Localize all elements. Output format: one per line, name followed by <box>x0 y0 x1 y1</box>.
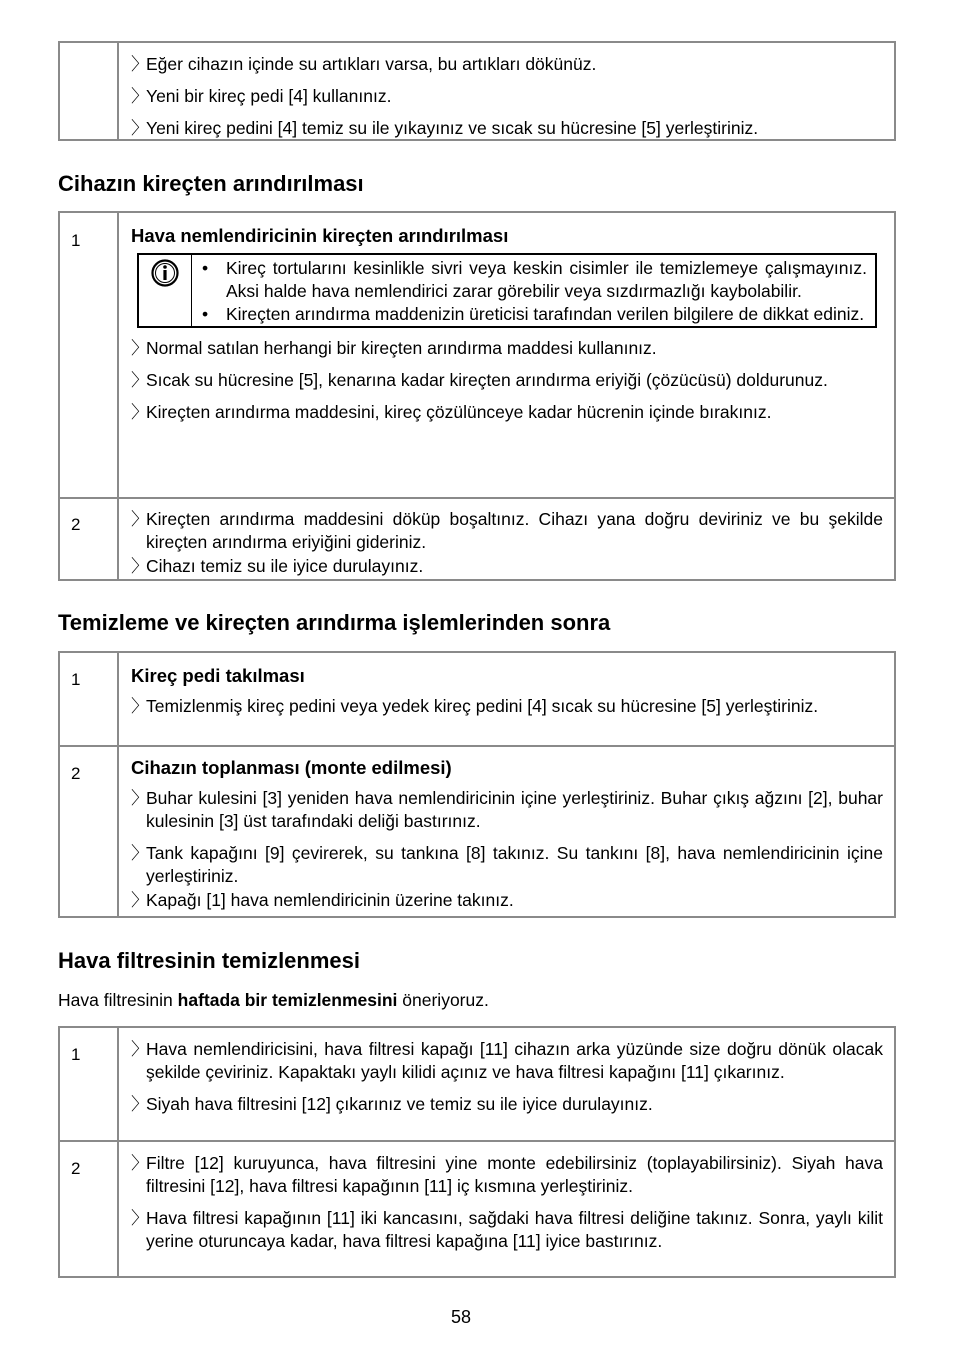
instruction-step: 〉 Cihazı temiz su ile iyice durulayınız. <box>131 556 424 576</box>
section-heading-air-filter: Hava filtresinin temizlenmesi <box>58 948 360 973</box>
step-content <box>119 499 894 579</box>
after-cleaning-table <box>58 651 896 918</box>
table-row <box>60 43 894 139</box>
step-number: 2 <box>60 499 119 579</box>
instruction-step: 〉 Kireçten arındırma maddesini döküp boşaltınız. Cihazı yana doğru deviriniz ve bu şekilde kireçten arındırma eriyiğini gideriniz. <box>131 509 883 552</box>
instruction-step: 〉 Tank kapağını [9] çevirerek, su tankına [8] takınız. Su tankını [8], hava nemlendiricinin içine yerleştiriniz. <box>131 843 883 886</box>
instruction-step: 〉 Yeni kireç pedini [4] temiz su ile yıkayınız ve sıcak su hücresine [5] yerleştiriniz. <box>131 118 759 138</box>
step-content <box>119 653 894 745</box>
instruction-step: 〉 Kireçten arındırma maddesini, kireç çözülünceye kadar hücrenin içinde bırakınız. <box>131 402 772 422</box>
descaling-table <box>58 211 896 581</box>
instruction-step: 〉 Eğer cihazın içinde su artıkları varsa, bu artıkları dökünüz. <box>131 54 597 74</box>
section-heading-descaling: Cihazın kireçten arındırılması <box>58 171 364 196</box>
instruction-step: 〉 Hava nemlendiricisini, hava filtresi kapağı [11] cihazın arka yüzünde size doğru dönük olacak şekilde çeviriniz. Kapaktakı yaylı kilidi açınız ve hava filtresi kapağını [11] çıkarınız. <box>131 1039 883 1082</box>
table-row <box>60 745 894 918</box>
step-content <box>119 1028 894 1140</box>
instruction-step: 〉 Filtre [12] kuruyunca, hava filtresini yine monte edebilirsiniz (toplayabilirsiniz). Siyah hava filtresini [12], hava filtresi kapağının [11] iç kısmına yerleştiriniz. <box>131 1153 883 1196</box>
instruction-step: 〉 Siyah hava filtresini [12] çıkarınız ve temiz su ile iyice durulayınız. <box>131 1094 653 1114</box>
step-number-cell <box>60 43 119 139</box>
step-number: 1 <box>60 1028 119 1140</box>
air-filter-table <box>58 1026 896 1278</box>
instruction-step: 〉 Hava filtresi kapağının [11] iki kancasını, sağdaki hava filtresi deliğine takınız. Sonra, yaylı kilit yerine oturuncaya kadar, hava filtresi kapağına [11] iyice bastırınız. <box>131 1208 883 1251</box>
step-number: 1 <box>60 213 119 497</box>
instruction-step: 〉 Yeni bir kireç pedi [4] kullanınız. <box>131 86 392 106</box>
step-subtitle: Hava nemlendiricinin kireçten arındırılması <box>131 225 509 246</box>
section-heading-after-cleaning: Temizleme ve kireçten arındırma işlemlerinden sonra <box>58 610 611 635</box>
instruction-step: 〉 Normal satılan herhangi bir kireçten arındırma maddesi kullanınız. <box>131 338 657 358</box>
table-row <box>60 653 894 745</box>
step-number: 2 <box>60 747 119 918</box>
note-item: • Kireç tortularını kesinlikle sivri veya keskin cisimler ile temizlemeye çalışmayınız. Aksi halde hava nemlendirici zarar görebilir veya sızdırmazlığı kaybolabilir. <box>202 258 867 301</box>
info-icon <box>139 255 192 326</box>
step-content <box>119 43 894 139</box>
step-content <box>119 1142 894 1278</box>
step-subtitle: Cihazın toplanması (monte edilmesi) <box>131 757 452 778</box>
instruction-step: 〉 Buhar kulesini [3] yeniden hava nemlendiricinin içine yerleştiriniz. Buhar çıkış ağzını [2], buhar kulesinin [3] üst tarafındaki deliği bastırınız. <box>131 788 883 831</box>
step-content <box>119 747 894 918</box>
step-content <box>119 213 894 497</box>
air-filter-intro: Hava filtresinin haftada bir temizlenmesini öneriyoruz. <box>58 990 489 1010</box>
step-number: 2 <box>60 1142 119 1278</box>
table-row <box>60 1140 894 1278</box>
info-note-box <box>137 253 877 328</box>
top-instruction-table <box>58 41 896 141</box>
info-note-list <box>192 255 875 326</box>
page-number: 58 <box>450 1307 472 1327</box>
instruction-step: 〉 Sıcak su hücresine [5], kenarına kadar kireçten arındırma eriyiği (çözücüsü) doldurunuz. <box>131 370 828 390</box>
table-row <box>60 497 894 579</box>
instruction-step: 〉 Kapağı [1] hava nemlendiricinin üzerine takınız. <box>131 890 514 910</box>
table-row <box>60 1028 894 1140</box>
step-subtitle: Kireç pedi takılması <box>131 665 305 686</box>
note-item: • Kireçten arındırma maddenizin üreticisi tarafından verilen bilgilere de dikkat ediniz. <box>202 304 865 324</box>
table-row <box>60 213 894 497</box>
instruction-step: 〉 Temizlenmiş kireç pedini veya yedek kireç pedini [4] sıcak su hücresine [5] yerleştiriniz. <box>131 696 819 716</box>
step-number: 1 <box>60 653 119 745</box>
